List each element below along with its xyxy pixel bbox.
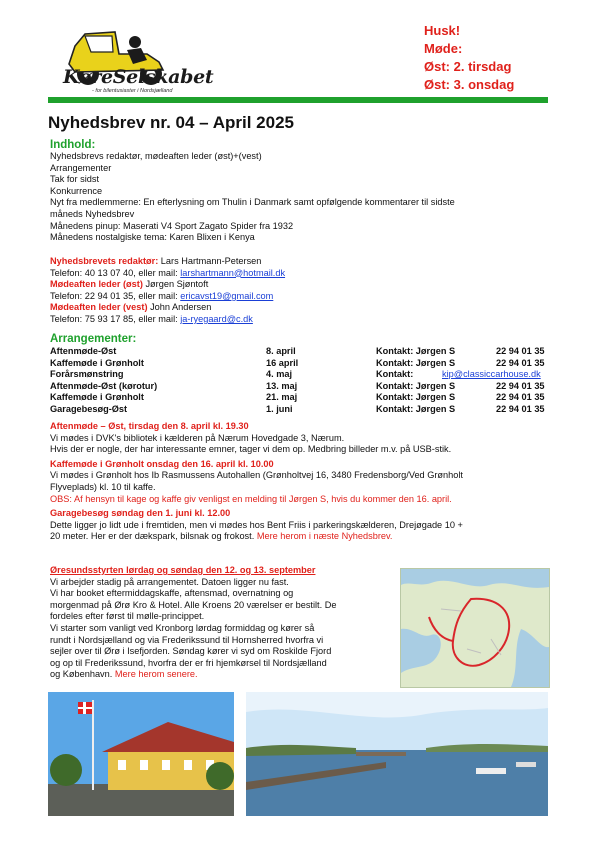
brand-tagline: - for bilentusiaster i Nordsjælland xyxy=(92,88,173,94)
fjord-pier-photo xyxy=(246,692,548,816)
event-row xyxy=(50,381,570,393)
event-row xyxy=(50,404,570,416)
inn-photo xyxy=(48,692,234,816)
event-name: Kaffemøde i Grønholt xyxy=(50,357,144,368)
event-text: Vi arbejder stadig på arrangementet. Datoen ligger nu fast. xyxy=(50,576,289,587)
event-phone: 22 94 01 35 xyxy=(496,346,545,356)
event-name: Aftenmøde-Øst xyxy=(50,346,117,356)
event-contact: Kontakt: Jørgen S xyxy=(376,357,456,368)
contact-leader-east xyxy=(50,279,550,291)
contact-leader-west xyxy=(50,302,550,314)
brand-name: KøreSelskabet xyxy=(63,66,214,88)
event-text-part: og København. xyxy=(50,669,115,680)
contact-leader-west-line xyxy=(50,314,550,326)
contents-heading: Indhold: xyxy=(50,139,96,151)
event-text xyxy=(50,531,555,543)
event-text: morgenmad på Ørø Kro & Hotel. Alle Kroens 20 værelser er bestilt. De xyxy=(50,599,337,610)
oresund-event xyxy=(50,565,400,681)
event-text: sejler over til Ørø i Isefjorden. Søndag kører vi syd om Roskilde Fjord xyxy=(50,646,332,657)
event-date: 13. maj xyxy=(266,380,298,391)
contents-item: Tak for sidst xyxy=(50,174,100,185)
more-info-note: Mere herom i næste Nyhedsbrev. xyxy=(256,531,393,542)
event-text: rundt i Nordsjælland og via Frederikssund til Hornsherred hvorfra vi xyxy=(50,634,324,645)
event-email-link[interactable]: kip@classiccarhouse.dk xyxy=(442,369,541,380)
event-name: Kaffemøde i Grønholt xyxy=(50,392,144,403)
event-details xyxy=(50,421,555,543)
reminder-line: Øst: 3. onsdag xyxy=(424,77,515,92)
contents-section xyxy=(50,139,550,244)
event-text: Vi har booket eftermiddagskaffe, aftensmad, overnatning og xyxy=(50,588,294,599)
event-row xyxy=(50,369,570,381)
contents-item: Månedens pinup: Maserati V4 Sport Zagato Spider fra 1932 xyxy=(50,220,294,231)
contact-name: John Andersen xyxy=(147,302,212,313)
event-phone: 22 94 01 35 xyxy=(496,357,545,368)
event-phone: 22 94 01 35 xyxy=(496,403,545,414)
event-name: Garagebesøg-Øst xyxy=(50,403,128,414)
event-contact: Kontakt: Jørgen S xyxy=(376,392,456,403)
event-date: 21. maj xyxy=(266,392,298,403)
contents-item: Arrangementer xyxy=(50,162,112,173)
meeting-reminder xyxy=(424,22,514,94)
event-name: Aftenmøde-Øst (kørotur) xyxy=(50,380,158,391)
contents-item: Konkurrence xyxy=(50,185,103,196)
events-table xyxy=(50,346,570,416)
event-date: 4. maj xyxy=(266,369,293,380)
contact-phone: Telefon: 22 94 01 35, eller mail: xyxy=(50,290,181,301)
event-text: og op til Frederikssund, hvorfra der er fri hjemkørsel til Nordsjælland xyxy=(50,657,327,668)
event-row xyxy=(50,346,570,358)
email-link[interactable]: larshartmann@hotmail.dk xyxy=(180,267,286,278)
contact-name: Jørgen Sjøntoft xyxy=(142,279,209,290)
event-text: Dette ligger jo lidt ude i fremtiden, men vi mødes hos Bent Friis i parkeringskælderen, Drejøgade 10 + xyxy=(50,519,463,530)
contact-phone: Telefon: 40 13 07 40, eller mail: xyxy=(50,267,181,278)
event-note: OBS: Af hensyn til kage og kaffe giv venligst en melding til Jørgen S, hvis du kommer den 16. april. xyxy=(50,493,452,504)
event-text: Vi starter som vanligt ved Kronborg lørdag formiddag og kører så xyxy=(50,622,315,633)
header-divider xyxy=(48,97,548,103)
event-text xyxy=(50,669,400,681)
email-link[interactable]: ja-ryegaard@c.dk xyxy=(180,313,253,324)
event-heading: Øresundsstyrten lørdag og søndag den 12. og 13. september xyxy=(50,565,316,575)
reminder-line: Øst: 2. tirsdag xyxy=(424,59,512,74)
event-phone: 22 94 01 35 xyxy=(496,392,545,403)
event-text: fordeles efter først til mølle-princippet. xyxy=(50,611,205,622)
event-date: 1. juni xyxy=(266,403,293,414)
contact-role: Mødeaften leder (øst) xyxy=(50,279,143,290)
reminder-line: Husk! xyxy=(424,23,461,38)
contact-editor-line xyxy=(50,268,550,280)
contents-item: måneds Nyhedsbrev xyxy=(50,208,135,219)
event-heading: Kaffemøde i Grønholt onsdag den 16. april kl. 10.00 xyxy=(50,458,274,469)
newsletter-title: Nyhedsbrev nr. 04 – April 2025 xyxy=(48,113,294,132)
contents-item: Nyhedsbrevs redaktør, mødeaften leder (øst)+(vest) xyxy=(50,151,262,161)
contact-editor xyxy=(50,256,550,268)
event-row xyxy=(50,392,570,404)
contact-leader-east-line xyxy=(50,291,550,303)
route-map-image xyxy=(400,568,550,688)
event-contact: Kontakt: Jørgen S xyxy=(376,380,456,391)
contents-item: Månedens nostalgiske tema: Karen Blixen i Kenya xyxy=(50,232,255,243)
event-row xyxy=(50,358,570,370)
event-date: 16 april xyxy=(266,357,299,368)
event-heading: Garagebesøg søndag den 1. juni kl. 12.00 xyxy=(50,508,231,519)
contacts-section xyxy=(50,256,550,326)
contact-phone: Telefon: 75 93 17 85, eller mail: xyxy=(50,313,181,324)
contact-role: Mødeaften leder (vest) xyxy=(50,302,148,313)
event-text-part: 20 meter. Her er der dækspark, bilsnak og frokost. xyxy=(50,531,257,542)
event-heading: Aftenmøde – Øst, tirsdag den 8. april kl. 19.30 xyxy=(50,421,249,431)
reminder-line: Møde: xyxy=(424,41,463,56)
contents-list xyxy=(50,151,550,244)
contact-role: Nyhedsbrevets redaktør: xyxy=(50,256,159,266)
event-text: Vi mødes i DVK's bibliotek i kælderen på Nærum Hovedgade 3, Nærum. xyxy=(50,432,345,443)
email-link[interactable]: ericavst19@gmail.com xyxy=(180,290,274,301)
contact-name: Lars Hartmann-Petersen xyxy=(158,256,262,266)
event-name: Forårsmønstring xyxy=(50,369,124,380)
event-phone: 22 94 01 35 xyxy=(496,380,545,391)
events-heading: Arrangementer: xyxy=(50,333,137,345)
event-contact: Kontakt: xyxy=(376,369,414,380)
event-text: Flyveplads) kl. 10 til kaffe. xyxy=(50,481,156,492)
event-date: 8. april xyxy=(266,346,296,356)
contents-item: Nyt fra medlemmerne: En efterlysning om Thulin i Danmark samt opfølgende kommentarer til sidste xyxy=(50,197,455,208)
event-text: Hvis der er nogle, der har interessante emner, tager vi dem op. Medbring billeder m.v. på USB-stik. xyxy=(50,444,452,455)
more-info-note: Mere herom senere. xyxy=(114,669,198,680)
event-contact: Kontakt: Jørgen S xyxy=(376,346,456,356)
event-text: Vi mødes i Grønholt hos Ib Rasmussens Autohallen (Grønholtvej 16, 3480 Fredensborg/Ved Grønholt xyxy=(50,470,463,481)
event-contact: Kontakt: Jørgen S xyxy=(376,403,456,414)
